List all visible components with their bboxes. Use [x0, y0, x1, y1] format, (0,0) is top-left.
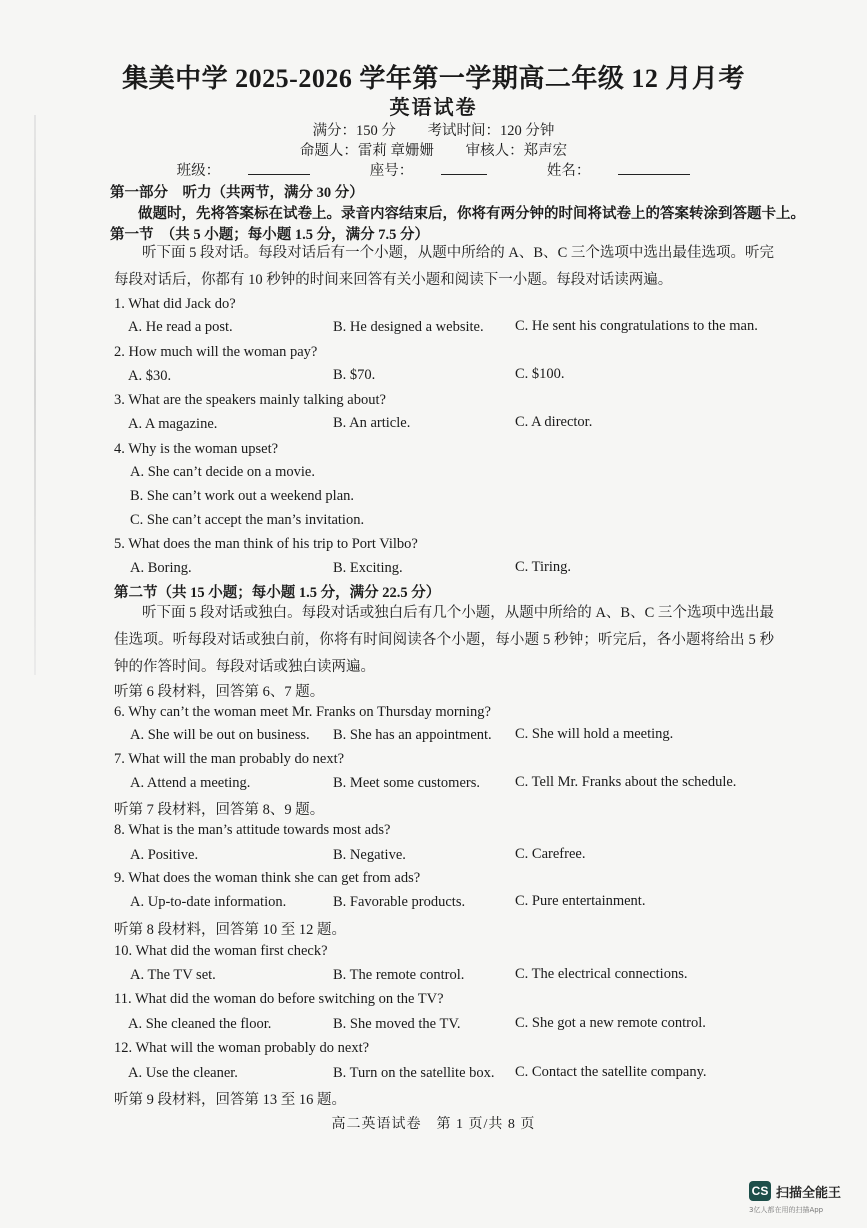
q10-option-a[interactable]: A. The TV set. [130, 967, 216, 983]
name-field[interactable] [533, 163, 705, 179]
q4-option-b[interactable]: B. She can’t work out a weekend plan. [130, 488, 355, 504]
q11-option-c[interactable]: C. She got a new remote control. [515, 1015, 706, 1031]
section2-heading: 第二节（共 15 小题；每小题 1.5 分，满分 22.5 分） [114, 585, 441, 601]
material-note-9: 听第 9 段材料，回答第 13 至 16 题。 [114, 1092, 346, 1108]
q8-option-b[interactable]: B. Negative. [333, 847, 406, 863]
exam-title: 集美中学 2025-2026 学年第一学期高二年级 12 月月考 [122, 64, 745, 93]
q6-option-c[interactable]: C. She will hold a meeting. [515, 726, 674, 742]
q1-option-b[interactable]: B. He designed a website. [333, 319, 484, 335]
setters: 命题人：雷莉 章姗姗 [299, 143, 434, 159]
name-blank[interactable] [618, 162, 690, 175]
reviewer: 审核人：郑声宏 [465, 143, 568, 159]
q1-option-c[interactable]: C. He sent his congratulations to the man. [515, 318, 758, 334]
class-blank[interactable] [248, 162, 310, 175]
class-label: 班级： [176, 163, 221, 179]
q8-option-a[interactable]: A. Positive. [130, 847, 199, 863]
name-label: 姓名： [546, 163, 591, 179]
q5-option-c[interactable]: C. Tiring. [515, 559, 572, 575]
exam-authors [0, 139, 867, 160]
question-1: 1. What did Jack do? [114, 296, 236, 312]
question-10: 10. What did the woman first check? [114, 943, 328, 959]
seat-label: 座号： [369, 163, 414, 179]
q7-option-c[interactable]: C. Tell Mr. Franks about the schedule. [515, 774, 737, 790]
question-5: 5. What does the man think of his trip to Port Vilbo? [114, 536, 418, 552]
q2-option-b[interactable]: B. $70. [333, 367, 376, 383]
question-7: 7. What will the man probably do next? [114, 751, 345, 767]
student-info [0, 159, 867, 180]
scanner-watermark [749, 1181, 859, 1221]
question-11: 11. What did the woman do before switching on the TV? [114, 991, 444, 1007]
full-score: 满分：150 分 [312, 123, 396, 139]
q2-option-c[interactable]: C. $100. [515, 366, 565, 382]
q4-option-c[interactable]: C. She can’t accept the man’s invitation. [130, 512, 365, 528]
question-4: 4. Why is the woman upset? [114, 441, 279, 457]
seat-field[interactable] [356, 163, 502, 179]
material-note-7: 听第 7 段材料，回答第 8、9 题。 [114, 802, 325, 818]
q10-option-b[interactable]: B. The remote control. [333, 967, 465, 983]
question-6: 6. Why can’t the woman meet Mr. Franks on Thursday morning? [114, 704, 491, 720]
question-12: 12. What will the woman probably do next? [114, 1040, 370, 1056]
section1-directions: 听下面 5 段对话。每段对话后有一个小题，从题中所给的 A、B、C 三个选项中选出最佳选项。听完每段对话后，你都有 10 秒钟的时间来回答有关小题和阅读下一小题。每段对话读两遍。 [114, 245, 774, 288]
q11-option-a[interactable]: A. She cleaned the floor. [128, 1016, 272, 1032]
q9-option-b[interactable]: B. Favorable products. [333, 894, 466, 910]
q7-option-a[interactable]: A. Attend a meeting. [130, 775, 251, 791]
exam-subtitle: 英语试卷 [389, 97, 478, 119]
q9-option-a[interactable]: A. Up-to-date information. [130, 894, 287, 910]
q7-option-b[interactable]: B. Meet some customers. [333, 775, 480, 791]
q11-option-b[interactable]: B. She moved the TV. [333, 1016, 461, 1032]
material-note-8: 听第 8 段材料，回答第 10 至 12 题。 [114, 922, 346, 938]
section1-heading: 第一节 （共 5 小题；每小题 1.5 分，满分 7.5 分） [110, 227, 429, 243]
exam-time: 考试时间：120 分钟 [427, 123, 555, 139]
q3-option-a[interactable]: A. A magazine. [128, 416, 218, 432]
q2-option-a[interactable]: A. $30. [128, 368, 172, 384]
q10-option-c[interactable]: C. The electrical connections. [515, 966, 688, 982]
watermark-tagline: 3亿人都在用的扫描App [749, 1206, 824, 1214]
exam-score-time [0, 119, 867, 140]
seat-blank[interactable] [441, 162, 487, 175]
question-8: 8. What is the man’s attitude towards most ads? [114, 822, 391, 838]
part1-instruction: 做题时，先将答案标在试卷上。录音内容结束后，你将有两分钟的时间将试卷上的答案转涂到答题卡上。 [138, 206, 805, 222]
q8-option-c[interactable]: C. Carefree. [515, 846, 586, 862]
part1-heading: 第一部分 听力（共两节，满分 30 分） [110, 185, 364, 201]
watermark-app-name: 扫描全能王 [776, 1186, 842, 1201]
q4-option-a[interactable]: A. She can’t decide on a movie. [130, 464, 315, 480]
q5-option-b[interactable]: B. Exciting. [333, 560, 403, 576]
page-footer: 高二英语试卷 第 1 页/共 8 页 [331, 1117, 536, 1132]
question-9: 9. What does the woman think she can get from ads? [114, 870, 421, 886]
q6-option-b[interactable]: B. She has an appointment. [333, 727, 492, 743]
q12-option-b[interactable]: B. Turn on the satellite box. [333, 1065, 495, 1081]
scan-edge-shadow [34, 115, 36, 675]
q12-option-a[interactable]: A. Use the cleaner. [128, 1065, 238, 1081]
class-field[interactable] [163, 163, 325, 179]
q3-option-c[interactable]: C. A director. [515, 414, 593, 430]
question-2: 2. How much will the woman pay? [114, 344, 318, 360]
q6-option-a[interactable]: A. She will be out on business. [130, 727, 310, 743]
q5-option-a[interactable]: A. Boring. [130, 560, 192, 576]
section2-directions: 听下面 5 段对话或独白。每段对话或独白后有几个小题，从题中所给的 A、B、C 三个选项中选出最佳选项。听每段对话或独白前，你将有时间阅读各个小题，每小题 5 秒钟；听完后，各小题将给出 5 秒钟的作答时间。每段对话或独白读两遍。 [114, 605, 774, 675]
q12-option-c[interactable]: C. Contact the satellite company. [515, 1064, 707, 1080]
camscanner-logo-icon: CS [749, 1181, 771, 1201]
question-3: 3. What are the speakers mainly talking about? [114, 392, 386, 408]
q1-option-a[interactable]: A. He read a post. [128, 319, 233, 335]
q3-option-b[interactable]: B. An article. [333, 415, 411, 431]
material-note-6: 听第 6 段材料，回答第 6、7 题。 [114, 684, 325, 700]
q9-option-c[interactable]: C. Pure entertainment. [515, 893, 646, 909]
